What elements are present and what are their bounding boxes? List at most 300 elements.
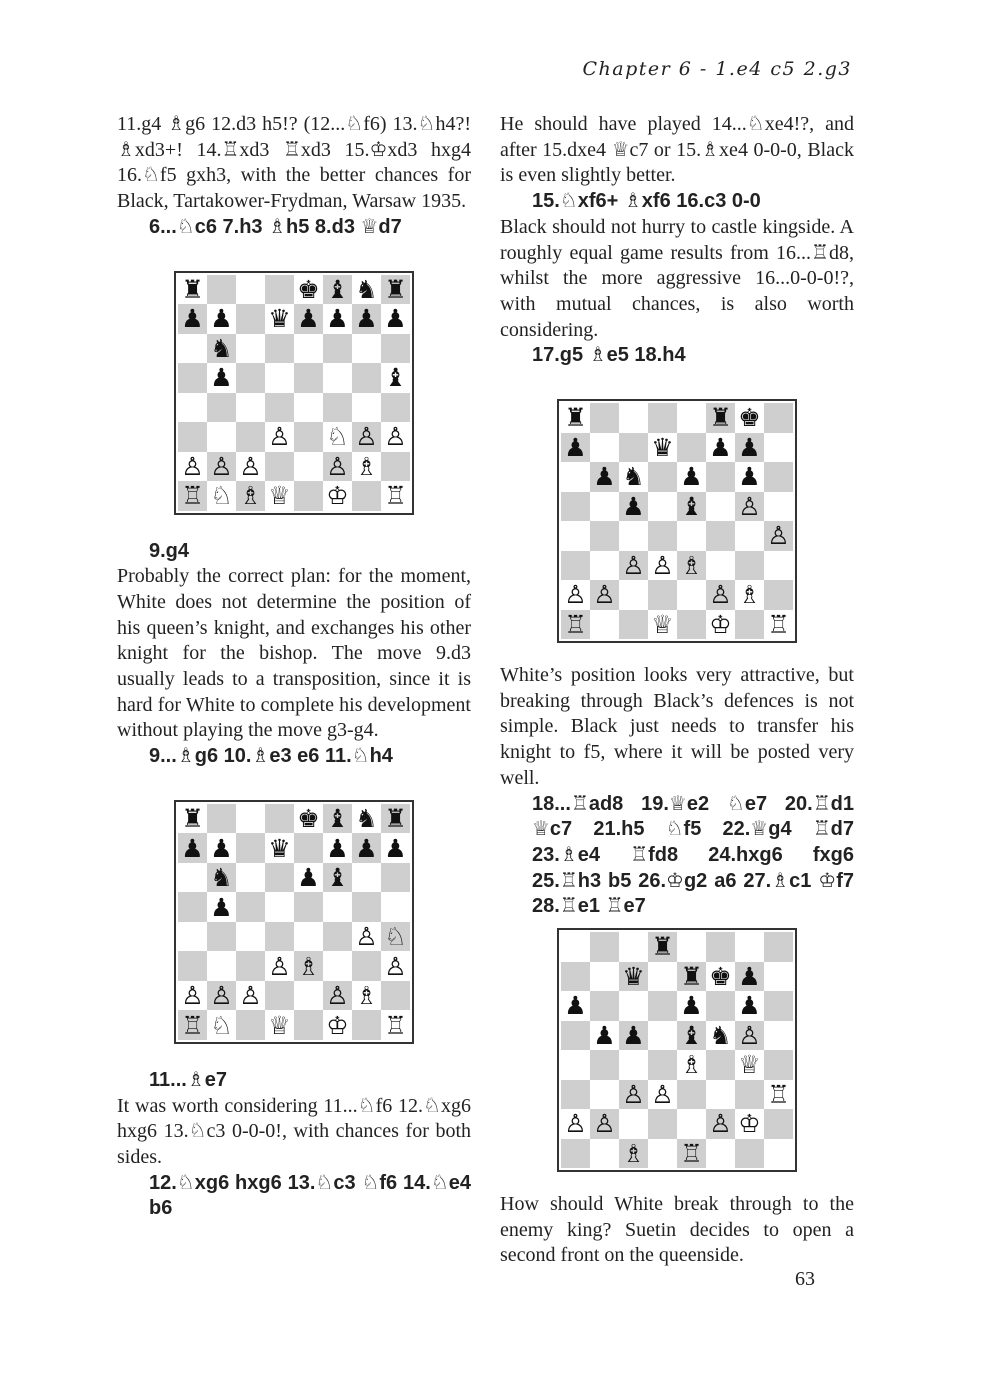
- board-square: [619, 580, 648, 610]
- board-square: [677, 433, 706, 463]
- black-piece-icon: ♟: [326, 833, 349, 863]
- black-piece-icon: ♟: [738, 432, 761, 462]
- board-square: [352, 804, 381, 834]
- board-square: [352, 833, 381, 863]
- board-square: [706, 580, 735, 610]
- board-square: [294, 481, 323, 511]
- left-column: [117, 112, 471, 1222]
- board-square: [265, 393, 294, 423]
- board-square: [561, 580, 590, 610]
- black-piece-icon: ♝: [680, 491, 703, 521]
- board-square: [323, 363, 352, 393]
- board-square: [706, 1021, 735, 1051]
- board-square: [265, 804, 294, 834]
- board-square: [352, 981, 381, 1011]
- white-piece-icon: ♗: [239, 481, 262, 511]
- white-piece-icon: ♖: [680, 1138, 703, 1168]
- board-square: [735, 1021, 764, 1051]
- white-piece-icon: ♙: [709, 580, 732, 610]
- board-square: [381, 892, 410, 922]
- white-piece-icon: ♗: [680, 1050, 703, 1080]
- black-piece-icon: ♟: [297, 304, 320, 334]
- board-square: [648, 962, 677, 992]
- board-square: [706, 1050, 735, 1080]
- board-square: [590, 433, 619, 463]
- black-piece-icon: ♞: [210, 863, 233, 893]
- board-square: [619, 492, 648, 522]
- board-square: [236, 304, 265, 334]
- board-square: [294, 833, 323, 863]
- board-square: [178, 452, 207, 482]
- board-square: [236, 393, 265, 423]
- board-square: [381, 422, 410, 452]
- black-piece-icon: ♟: [709, 432, 732, 462]
- board-square: [207, 892, 236, 922]
- board-square: [561, 551, 590, 581]
- board-square: [207, 863, 236, 893]
- board-square: [323, 334, 352, 364]
- board-square: [764, 962, 793, 992]
- board-square: [677, 403, 706, 433]
- board-square: [294, 304, 323, 334]
- board-square: [706, 610, 735, 640]
- board-square: [265, 981, 294, 1011]
- white-piece-icon: ♗: [680, 550, 703, 580]
- board-square: [561, 1080, 590, 1110]
- board-square: [590, 1050, 619, 1080]
- white-piece-icon: ♕: [268, 481, 291, 511]
- board-square: [178, 304, 207, 334]
- paragraph: 11.g4 ♗g6 12.d3 h5!? (12...♘f6) 13.♘h4?! ♗xd3+! 14.♖xd3 ♖xd3 15.♔xd3 hxg4 16.♘f5 gxh3, with the better chances for Black, Tartakower-Frydman, Warsaw 1935.: [117, 113, 471, 213]
- white-piece-icon: ♘: [384, 922, 407, 952]
- white-piece-icon: ♗: [355, 981, 378, 1011]
- board-square: [381, 481, 410, 511]
- board-square: [590, 1139, 619, 1169]
- board-square: [706, 433, 735, 463]
- paragraph: He should have played 14...♘xe4!?, and after 15.dxe4 ♕c7 or 15.♗xe4 0-0-0, Black is even slightly better.: [500, 113, 854, 187]
- board-square: [619, 610, 648, 640]
- white-piece-icon: ♘: [210, 1010, 233, 1040]
- board-square: [590, 1021, 619, 1051]
- black-piece-icon: ♟: [355, 304, 378, 334]
- board-square: [381, 452, 410, 482]
- board-square: [323, 275, 352, 305]
- board-square: [648, 932, 677, 962]
- white-piece-icon: ♙: [181, 981, 204, 1011]
- black-piece-icon: ♜: [709, 403, 732, 433]
- board-square: [764, 610, 793, 640]
- chess-diagram-2: [174, 800, 414, 1044]
- board-square: [381, 393, 410, 423]
- board-square: [265, 892, 294, 922]
- white-piece-icon: ♗: [622, 1138, 645, 1168]
- board-square: [648, 1109, 677, 1139]
- board-square: [706, 521, 735, 551]
- board-square: [178, 922, 207, 952]
- board-square: [265, 304, 294, 334]
- board-square: [590, 492, 619, 522]
- board-square: [677, 991, 706, 1021]
- board-square: [265, 922, 294, 952]
- board-square: [323, 393, 352, 423]
- white-piece-icon: ♗: [355, 451, 378, 481]
- board-square: [590, 932, 619, 962]
- board-square: [648, 521, 677, 551]
- board-square: [764, 462, 793, 492]
- white-piece-icon: ♙: [651, 550, 674, 580]
- white-piece-icon: ♙: [384, 422, 407, 452]
- white-piece-icon: ♗: [738, 580, 761, 610]
- black-piece-icon: ♟: [384, 304, 407, 334]
- board-square: [265, 951, 294, 981]
- white-piece-icon: ♙: [622, 550, 645, 580]
- white-piece-icon: ♙: [210, 451, 233, 481]
- black-piece-icon: ♟: [680, 462, 703, 492]
- paragraph: White’s position looks very attractive, but breaking through Black’s defences is not simple. Black just needs to transfer his knight to f5, where it will be posted very well.: [500, 664, 854, 789]
- black-piece-icon: ♛: [268, 833, 291, 863]
- board-square: [561, 1050, 590, 1080]
- board-square: [735, 932, 764, 962]
- board-square: [294, 334, 323, 364]
- white-piece-icon: ♙: [651, 1079, 674, 1109]
- board-square: [323, 863, 352, 893]
- board-square: [265, 833, 294, 863]
- board-square: [677, 1021, 706, 1051]
- black-piece-icon: ♟: [181, 304, 204, 334]
- board-square: [207, 481, 236, 511]
- paragraph: Probably the correct plan: for the moment, White does not determine the position of his queen’s knight, and exchanges his other knight for the bishop. The move 9.d3 usually leads to a transposition, since it is hard for White to complete his development without playing the move g3-g4.: [117, 565, 471, 742]
- white-piece-icon: ♙: [738, 1020, 761, 1050]
- board-square: [178, 863, 207, 893]
- board-square: [381, 922, 410, 952]
- black-piece-icon: ♟: [181, 833, 204, 863]
- black-piece-icon: ♟: [210, 363, 233, 393]
- white-piece-icon: ♖: [767, 1079, 790, 1109]
- board-square: [352, 1010, 381, 1040]
- board-square: [590, 580, 619, 610]
- board-square: [735, 991, 764, 1021]
- black-piece-icon: ♝: [326, 274, 349, 304]
- board-square: [178, 422, 207, 452]
- board-square: [561, 1109, 590, 1139]
- white-piece-icon: ♙: [210, 981, 233, 1011]
- board-square: [178, 393, 207, 423]
- board-square: [561, 962, 590, 992]
- board-square: [381, 363, 410, 393]
- board-square: [236, 363, 265, 393]
- board-square: [619, 1139, 648, 1169]
- move-line: 12.♘xg6 hxg6 13.♘c3 ♘f6 14.♘e4 b6: [149, 1171, 471, 1220]
- board-square: [352, 892, 381, 922]
- white-piece-icon: ♔: [326, 481, 349, 511]
- board-square: [764, 521, 793, 551]
- board-square: [178, 804, 207, 834]
- board-square: [677, 462, 706, 492]
- board-square: [265, 422, 294, 452]
- board-square: [590, 403, 619, 433]
- board-square: [619, 1050, 648, 1080]
- black-piece-icon: ♜: [651, 932, 674, 962]
- white-piece-icon: ♖: [767, 609, 790, 639]
- board-square: [207, 804, 236, 834]
- white-piece-icon: ♔: [326, 1010, 349, 1040]
- board-square: [352, 481, 381, 511]
- black-piece-icon: ♟: [564, 991, 587, 1021]
- board-square: [735, 492, 764, 522]
- white-piece-icon: ♙: [564, 580, 587, 610]
- board-square: [294, 981, 323, 1011]
- black-piece-icon: ♜: [384, 274, 407, 304]
- board-square: [561, 1021, 590, 1051]
- board-square: [178, 363, 207, 393]
- black-piece-icon: ♟: [326, 304, 349, 334]
- black-piece-icon: ♞: [709, 1020, 732, 1050]
- black-piece-icon: ♝: [326, 863, 349, 893]
- black-piece-icon: ♚: [709, 961, 732, 991]
- board-square: [236, 892, 265, 922]
- white-piece-icon: ♖: [181, 481, 204, 511]
- black-piece-icon: ♞: [622, 462, 645, 492]
- white-piece-icon: ♙: [326, 981, 349, 1011]
- board-square: [381, 981, 410, 1011]
- board-square: [236, 481, 265, 511]
- board-square: [294, 393, 323, 423]
- board-square: [381, 804, 410, 834]
- move-line: 9...♗g6 10.♗e3 e6 11.♘h4: [149, 745, 393, 768]
- white-piece-icon: ♙: [593, 580, 616, 610]
- board-square: [706, 932, 735, 962]
- board-square: [265, 363, 294, 393]
- board-square: [706, 403, 735, 433]
- board-square: [735, 962, 764, 992]
- board-square: [648, 492, 677, 522]
- black-piece-icon: ♝: [384, 363, 407, 393]
- board-square: [735, 1139, 764, 1169]
- board-square: [764, 1080, 793, 1110]
- board-square: [236, 275, 265, 305]
- board-square: [677, 521, 706, 551]
- board-square: [323, 481, 352, 511]
- board-square: [178, 981, 207, 1011]
- board-square: [352, 452, 381, 482]
- board-square: [677, 932, 706, 962]
- move-line: 6...♘c6 7.h3 ♗h5 8.d3 ♕d7: [149, 215, 402, 238]
- black-piece-icon: ♟: [738, 991, 761, 1021]
- board-square: [706, 1109, 735, 1139]
- board-square: [178, 892, 207, 922]
- board-square: [294, 892, 323, 922]
- board-square: [706, 1139, 735, 1169]
- board-square: [352, 951, 381, 981]
- board-square: [236, 981, 265, 1011]
- chapter-header: Chapter 6 - 1.e4 c5 2.g3: [582, 58, 852, 80]
- board-square: [735, 610, 764, 640]
- board-square: [735, 1050, 764, 1080]
- board-square: [590, 462, 619, 492]
- black-piece-icon: ♟: [297, 863, 320, 893]
- white-piece-icon: ♙: [384, 951, 407, 981]
- board-square: [648, 433, 677, 463]
- board-square: [764, 991, 793, 1021]
- paragraph: How should White break through to the enemy king? Suetin decides to open a second front on the queenside.: [500, 1193, 854, 1267]
- board-square: [178, 951, 207, 981]
- move-line: 15.♘xf6+ ♗xf6 16.c3 0-0: [532, 190, 761, 213]
- black-piece-icon: ♜: [680, 961, 703, 991]
- board-square: [207, 1010, 236, 1040]
- board-square: [294, 422, 323, 452]
- board-square: [590, 610, 619, 640]
- board-square: [294, 804, 323, 834]
- board-square: [323, 892, 352, 922]
- white-piece-icon: ♙: [622, 1079, 645, 1109]
- board-square: [207, 951, 236, 981]
- black-piece-icon: ♚: [297, 804, 320, 834]
- board-square: [323, 304, 352, 334]
- board-square: [648, 1080, 677, 1110]
- board-square: [294, 363, 323, 393]
- board-square: [381, 833, 410, 863]
- board-square: [265, 452, 294, 482]
- board-square: [207, 393, 236, 423]
- white-piece-icon: ♙: [239, 981, 262, 1011]
- board-square: [735, 580, 764, 610]
- white-piece-icon: ♖: [384, 481, 407, 511]
- white-piece-icon: ♙: [268, 422, 291, 452]
- black-piece-icon: ♜: [181, 274, 204, 304]
- board-square: [677, 610, 706, 640]
- board-square: [677, 551, 706, 581]
- board-square: [236, 833, 265, 863]
- white-piece-icon: ♕: [268, 1010, 291, 1040]
- black-piece-icon: ♟: [564, 432, 587, 462]
- board-square: [735, 433, 764, 463]
- white-piece-icon: ♙: [593, 1109, 616, 1139]
- board-square: [764, 1021, 793, 1051]
- board-square: [207, 304, 236, 334]
- board-square: [619, 433, 648, 463]
- board-square: [265, 1010, 294, 1040]
- move-line: 9.g4: [149, 539, 190, 562]
- black-piece-icon: ♞: [355, 804, 378, 834]
- white-piece-icon: ♙: [355, 922, 378, 952]
- black-piece-icon: ♟: [680, 991, 703, 1021]
- black-piece-icon: ♞: [210, 333, 233, 363]
- board-square: [706, 462, 735, 492]
- board-square: [677, 1050, 706, 1080]
- board-square: [764, 580, 793, 610]
- board-square: [294, 951, 323, 981]
- board-square: [619, 551, 648, 581]
- board-square: [207, 833, 236, 863]
- board-square: [706, 1080, 735, 1110]
- white-piece-icon: ♖: [564, 609, 587, 639]
- black-piece-icon: ♜: [564, 403, 587, 433]
- board-square: [178, 334, 207, 364]
- chess-diagram-4: [557, 928, 797, 1172]
- black-piece-icon: ♟: [210, 304, 233, 334]
- board-square: [677, 1080, 706, 1110]
- black-piece-icon: ♟: [738, 961, 761, 991]
- board-square: [352, 922, 381, 952]
- black-piece-icon: ♝: [326, 804, 349, 834]
- board-square: [764, 403, 793, 433]
- white-piece-icon: ♕: [738, 1050, 761, 1080]
- move-line: 17.g5 ♗e5 18.h4: [532, 344, 686, 367]
- white-piece-icon: ♕: [651, 609, 674, 639]
- paragraph: Black should not hurry to castle kingside. A roughly equal game results from 16...♖d8, whilst the more aggressive 16...0-0-0!?, with mutual chances, is also worth considering.: [500, 215, 854, 341]
- board-square: [590, 1109, 619, 1139]
- board-square: [323, 422, 352, 452]
- board-square: [764, 932, 793, 962]
- board-square: [323, 922, 352, 952]
- board-square: [381, 275, 410, 305]
- board-square: [677, 492, 706, 522]
- board-square: [677, 962, 706, 992]
- move-line: 11...♗e7: [149, 1068, 227, 1091]
- board-square: [619, 521, 648, 551]
- board-square: [265, 863, 294, 893]
- board-square: [352, 363, 381, 393]
- board-square: [648, 991, 677, 1021]
- board-square: [352, 304, 381, 334]
- board-square: [207, 422, 236, 452]
- black-piece-icon: ♚: [738, 403, 761, 433]
- black-piece-icon: ♟: [738, 462, 761, 492]
- board-square: [236, 922, 265, 952]
- board-square: [735, 1109, 764, 1139]
- board-square: [619, 991, 648, 1021]
- board-square: [236, 452, 265, 482]
- board-square: [561, 932, 590, 962]
- board-square: [706, 492, 735, 522]
- black-piece-icon: ♛: [651, 432, 674, 462]
- board-square: [619, 403, 648, 433]
- board-square: [323, 951, 352, 981]
- board-square: [619, 1109, 648, 1139]
- chess-diagram-3: [557, 399, 797, 643]
- board-square: [381, 951, 410, 981]
- board-square: [207, 334, 236, 364]
- board-square: [381, 1010, 410, 1040]
- board-square: [764, 1139, 793, 1169]
- black-piece-icon: ♟: [355, 833, 378, 863]
- black-piece-icon: ♟: [210, 892, 233, 922]
- black-piece-icon: ♜: [181, 804, 204, 834]
- board-square: [735, 403, 764, 433]
- move-line: 18...♖ad8 19.♕e2 ♘e7 20.♖d1 ♕c7 21.h5 ♘f5 22.♕g4 ♖d7 23.♗e4 ♖fd8 24.hxg6 fxg6 25.♖h3 b5 26.♔g2 a6 27.♗c1 ♔f7 28.♖e1 ♖e7: [532, 792, 854, 918]
- black-piece-icon: ♟: [384, 833, 407, 863]
- white-piece-icon: ♙: [767, 521, 790, 551]
- board-square: [648, 1021, 677, 1051]
- board-square: [294, 275, 323, 305]
- board-square: [764, 551, 793, 581]
- board-square: [178, 481, 207, 511]
- black-piece-icon: ♟: [593, 462, 616, 492]
- board-square: [764, 1109, 793, 1139]
- board-square: [706, 551, 735, 581]
- right-column: [500, 112, 854, 1269]
- white-piece-icon: ♙: [738, 491, 761, 521]
- black-piece-icon: ♚: [297, 274, 320, 304]
- board-square: [735, 1080, 764, 1110]
- paragraph: It was worth considering 11...♘f6 12.♘xg6 hxg6 13.♘c3 0-0-0!, with chances for both sides.: [117, 1094, 471, 1168]
- board-square: [294, 922, 323, 952]
- white-piece-icon: ♔: [709, 609, 732, 639]
- board-square: [178, 1010, 207, 1040]
- board-square: [561, 462, 590, 492]
- white-piece-icon: ♔: [738, 1109, 761, 1139]
- black-piece-icon: ♟: [622, 491, 645, 521]
